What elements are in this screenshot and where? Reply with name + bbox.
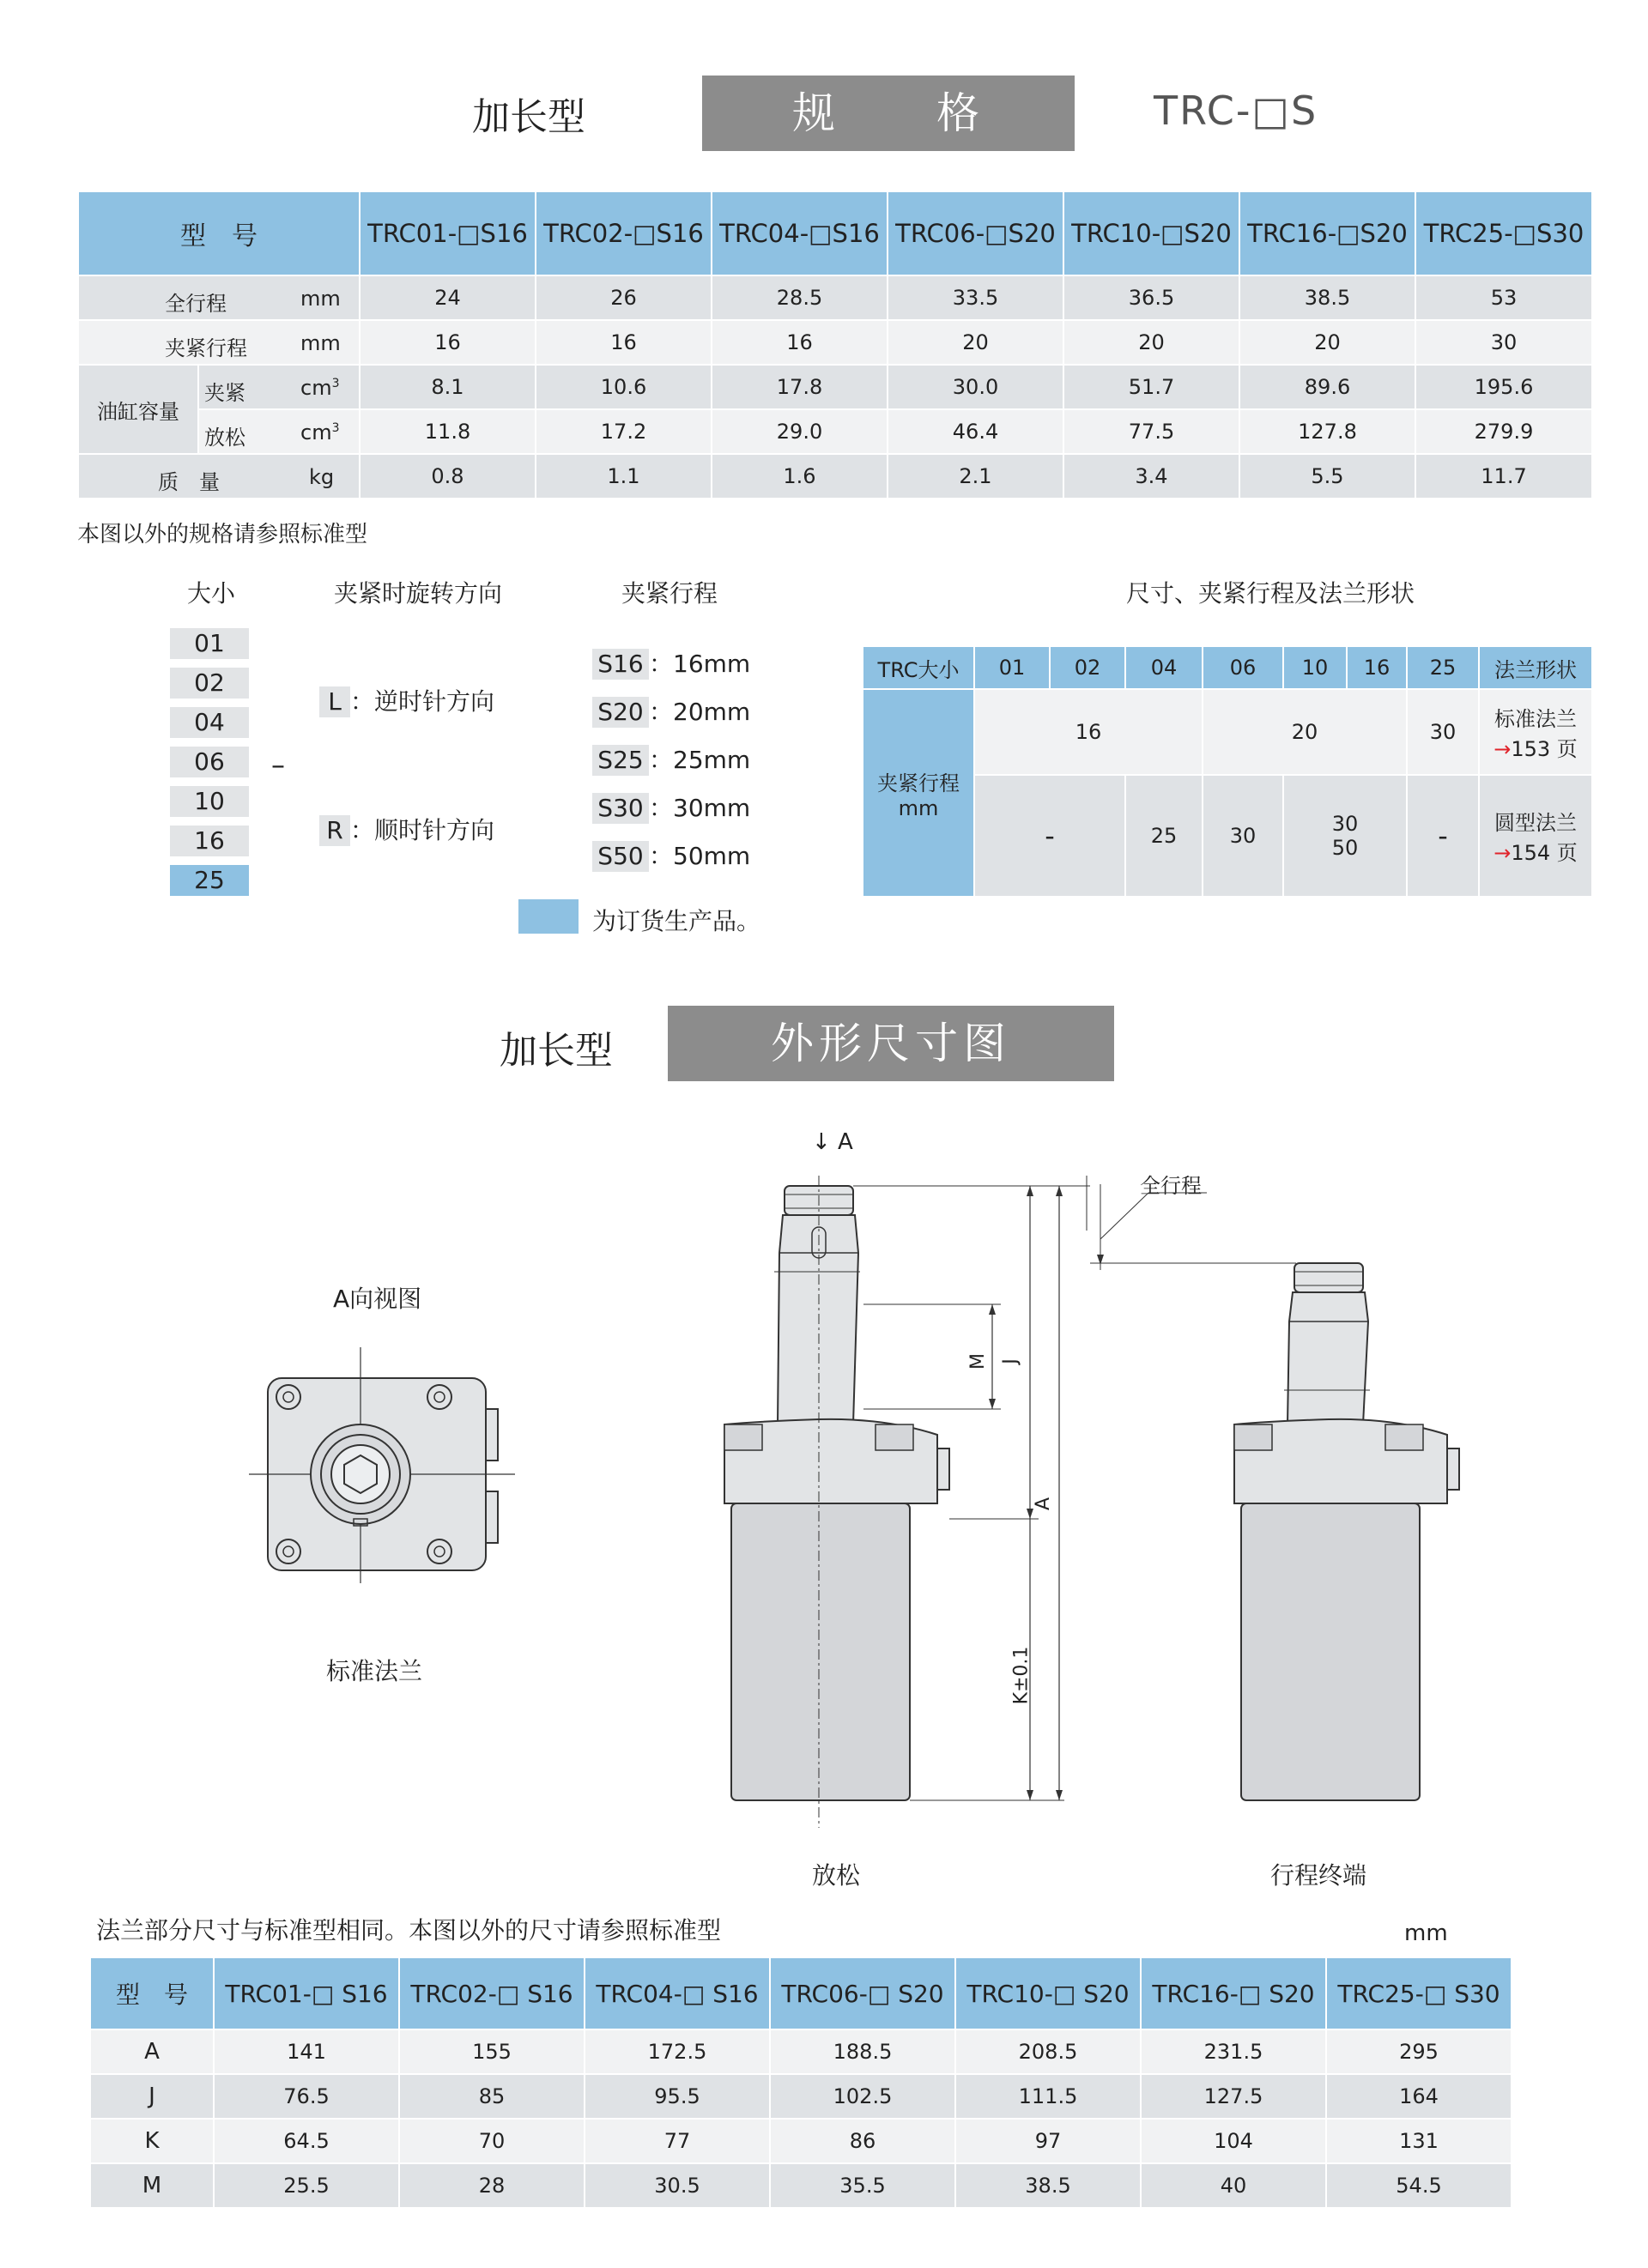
size-option: 04 <box>170 707 249 738</box>
spec-cell: 51.7 <box>1063 365 1239 409</box>
spec-cell: 33.5 <box>888 275 1063 320</box>
flange-header-cell: 01 <box>974 646 1050 689</box>
legend-text: 为订货生产品。 <box>592 907 761 935</box>
stroke-title: 夹紧行程 <box>621 579 718 608</box>
stroke-option: S20 ：20mm <box>592 693 750 728</box>
spec-header-col: TRC10-□S20 <box>1063 191 1239 275</box>
spec-cell: 46.4 <box>888 409 1063 454</box>
dim-cell: 35.5 <box>770 2163 955 2208</box>
dim-cell: 172.5 <box>585 2029 770 2074</box>
spec-cell: 30.0 <box>888 365 1063 409</box>
dim-cell: 111.5 <box>955 2074 1141 2119</box>
dim-label-j: J <box>999 1358 1021 1364</box>
dim-table-header-row <box>90 1957 1512 2029</box>
dim-cell: 54.5 <box>1326 2163 1512 2208</box>
spec-row-release-volume <box>78 409 1592 454</box>
spec-cell: 5.5 <box>1239 454 1415 499</box>
dim-cell: 40 <box>1141 2163 1326 2208</box>
spec-row-label: 夹紧 $cm^3$ <box>198 365 360 409</box>
stroke-option: S25 ：25mm <box>592 741 750 776</box>
dim-label-k: K±0.1 <box>1010 1646 1033 1705</box>
flange-cell: - <box>974 775 1125 897</box>
dim-cell: 76.5 <box>214 2074 399 2119</box>
dim-cell: 85 <box>399 2074 585 2119</box>
flange-header-cell: 法兰形状 <box>1479 646 1592 689</box>
stroke-option: S50 ：50mm <box>592 838 750 872</box>
spec-table <box>77 191 1593 499</box>
size-option-highlighted: 25 <box>170 865 249 896</box>
spec-cell: 1.6 <box>712 454 888 499</box>
size-option: 10 <box>170 786 249 817</box>
flange-table-title: 尺寸、夹紧行程及法兰形状 <box>1125 579 1415 608</box>
legend-swatch <box>518 899 579 934</box>
rotation-title: 夹紧时旋转方向 <box>333 579 502 608</box>
spec-table-header-row <box>78 191 1592 275</box>
flange-header-cell: 25 <box>1407 646 1479 689</box>
flange-header-cell: 16 <box>1347 646 1407 689</box>
dimension-table <box>89 1957 1512 2209</box>
spec-header-model: 型 号 <box>78 191 360 275</box>
spec-cell: 29.0 <box>712 409 888 454</box>
order-dash: – <box>271 748 285 781</box>
spec-cell: 24 <box>360 275 536 320</box>
dim-cell: 164 <box>1326 2074 1512 2119</box>
spec-cell: 17.2 <box>536 409 712 454</box>
dim-label-a: A <box>1033 1497 1055 1511</box>
dim-cell: 141 <box>214 2029 399 2074</box>
flange-row-label: 夹紧行程 mm <box>863 689 974 897</box>
spec-cell: 127.8 <box>1239 409 1415 454</box>
spec-cell: 36.5 <box>1063 275 1239 320</box>
spec-row-label: 全行程 mm <box>78 275 360 320</box>
stroke-option: S16 ：16mm <box>592 645 750 680</box>
dim-label-m: M <box>966 1353 989 1370</box>
spec-header-col: TRC02-□S16 <box>536 191 712 275</box>
spec-cell: 195.6 <box>1415 365 1592 409</box>
flange-header-cell: 10 <box>1283 646 1347 689</box>
spec-cell: 16 <box>360 320 536 365</box>
flange-cell: - <box>1407 775 1479 897</box>
dim-header-col: TRC04-□ S16 <box>585 1957 770 2029</box>
view-a-drawing <box>249 1347 524 1588</box>
dim-header-col: TRC06-□ S20 <box>770 1957 955 2029</box>
spec-header-col: TRC04-□S16 <box>712 191 888 275</box>
spec-header-col: TRC01-□S16 <box>360 191 536 275</box>
spec-row-label: 质 量 kg <box>78 454 360 499</box>
flange-row-standard <box>863 689 1592 775</box>
dim-row-label: M <box>90 2163 214 2208</box>
size-option: 02 <box>170 668 249 699</box>
spec-cell: 38.5 <box>1239 275 1415 320</box>
dim-cell: 70 <box>399 2119 585 2163</box>
dim-row-label: A <box>90 2029 214 2074</box>
flange-cell: 30 <box>1203 775 1283 897</box>
size-list <box>170 628 249 896</box>
dim-section-prefix: 加长型 <box>500 1029 613 1073</box>
dim-cell: 104 <box>1141 2119 1326 2163</box>
spec-section-prefix: 加长型 <box>472 95 585 139</box>
spec-model-code: TRC-□S <box>1154 88 1318 134</box>
flange-cell: 25 <box>1125 775 1203 897</box>
dim-header-col: TRC10-□ S20 <box>955 1957 1141 2029</box>
dim-cell: 77 <box>585 2119 770 2163</box>
spec-cell: 20 <box>888 320 1063 365</box>
spec-header-col: TRC25-□S30 <box>1415 191 1592 275</box>
dim-cell: 95.5 <box>585 2074 770 2119</box>
dim-header-model: 型 号 <box>90 1957 214 2029</box>
stroke-option: S30 ：30mm <box>592 789 750 824</box>
flange-table <box>862 645 1593 898</box>
stroke-end-caption: 行程终端 <box>1270 1861 1367 1890</box>
dim-cell: 30.5 <box>585 2163 770 2208</box>
dim-cell: 38.5 <box>955 2163 1141 2208</box>
spec-group-oil-volume: 油缸容量 <box>78 365 198 454</box>
spec-cell: 20 <box>1239 320 1415 365</box>
dim-row-m <box>90 2163 1512 2208</box>
spec-cell: 30 <box>1415 320 1592 365</box>
dim-row-label: J <box>90 2074 214 2119</box>
dim-cell: 131 <box>1326 2119 1512 2163</box>
dim-cell: 86 <box>770 2119 955 2163</box>
spec-cell: 11.8 <box>360 409 536 454</box>
flange-header-cell: 06 <box>1203 646 1283 689</box>
spec-cell: 16 <box>536 320 712 365</box>
spec-cell: 279.9 <box>1415 409 1592 454</box>
dim-cell: 102.5 <box>770 2074 955 2119</box>
dim-cell: 28 <box>399 2163 585 2208</box>
flange-table-header-row <box>863 646 1592 689</box>
rotation-option-l: L ：逆时针方向 <box>319 683 494 717</box>
size-title: 大小 <box>186 579 235 608</box>
dim-cell: 64.5 <box>214 2119 399 2163</box>
spec-cell: 10.6 <box>536 365 712 409</box>
spec-note: 本图以外的规格请参照标准型 <box>77 522 368 547</box>
dim-header-col: TRC02-□ S16 <box>399 1957 585 2029</box>
spec-row-clamp-stroke <box>78 320 1592 365</box>
flange-header-cell: TRC大小 <box>863 646 974 689</box>
spec-cell: 77.5 <box>1063 409 1239 454</box>
flange-cell: 30 <box>1407 689 1479 775</box>
dim-unit: mm <box>1404 1920 1448 1946</box>
spec-cell: 28.5 <box>712 275 888 320</box>
flange-shape-round: 圆型法兰 →154 页 <box>1479 775 1592 897</box>
flange-shape-standard: 标准法兰 →153 页 <box>1479 689 1592 775</box>
spec-cell: 53 <box>1415 275 1592 320</box>
spec-cell: 0.8 <box>360 454 536 499</box>
release-caption: 放松 <box>812 1861 861 1890</box>
spec-row-mass <box>78 454 1592 499</box>
spec-row-label: 放松 $cm^3$ <box>198 409 360 454</box>
dim-header-col: TRC01-□ S16 <box>214 1957 399 2029</box>
spec-cell: 1.1 <box>536 454 712 499</box>
spec-header-col: TRC16-□S20 <box>1239 191 1415 275</box>
dim-row-a <box>90 2029 1512 2074</box>
dim-cell: 295 <box>1326 2029 1512 2074</box>
dim-cell: 97 <box>955 2119 1141 2163</box>
dim-row-label: K <box>90 2119 214 2163</box>
spec-cell: 8.1 <box>360 365 536 409</box>
dim-cell: 208.5 <box>955 2029 1141 2074</box>
flange-cell: 16 <box>974 689 1203 775</box>
arrow-a-label: ↓ A <box>812 1129 853 1155</box>
rotation-option-r: R ：顺时针方向 <box>319 812 494 846</box>
size-option: 01 <box>170 628 249 659</box>
dim-note: 法兰部分尺寸与标准型相同。本图以外的尺寸请参照标准型 <box>96 1916 722 1944</box>
spec-row-full-stroke <box>78 275 1592 320</box>
dim-cell: 155 <box>399 2029 585 2074</box>
spec-cell: 17.8 <box>712 365 888 409</box>
spec-cell: 89.6 <box>1239 365 1415 409</box>
dim-header-col: TRC25-□ S30 <box>1326 1957 1512 2029</box>
spec-cell: 11.7 <box>1415 454 1592 499</box>
dim-cell: 231.5 <box>1141 2029 1326 2074</box>
spec-cell: 2.1 <box>888 454 1063 499</box>
spec-cell: 3.4 <box>1063 454 1239 499</box>
spec-row-clamp-volume <box>78 365 1592 409</box>
full-stroke-label: 全行程 <box>1140 1174 1202 1198</box>
dim-section-title: 外形尺寸图 <box>668 1006 1114 1081</box>
flange-header-cell: 04 <box>1125 646 1203 689</box>
dim-header-col: TRC16-□ S20 <box>1141 1957 1326 2029</box>
flange-cell: 20 <box>1203 689 1407 775</box>
view-a-caption: 标准法兰 <box>326 1657 423 1685</box>
dim-row-k <box>90 2119 1512 2163</box>
spec-cell: 20 <box>1063 320 1239 365</box>
flange-header-cell: 02 <box>1050 646 1125 689</box>
view-a-title: A向视图 <box>333 1285 422 1313</box>
spec-header-col: TRC06-□S20 <box>888 191 1063 275</box>
dim-cell: 127.5 <box>1141 2074 1326 2119</box>
size-option: 16 <box>170 826 249 856</box>
dim-row-j <box>90 2074 1512 2119</box>
dim-cell: 25.5 <box>214 2163 399 2208</box>
dim-cell: 188.5 <box>770 2029 955 2074</box>
flange-cell: 30 50 <box>1283 775 1407 897</box>
spec-cell: 16 <box>712 320 888 365</box>
spec-cell: 26 <box>536 275 712 320</box>
size-option: 06 <box>170 747 249 777</box>
spec-row-label: 夹紧行程 mm <box>78 320 360 365</box>
stroke-end-drawing <box>1090 1253 1485 1854</box>
spec-section-title: 规 格 <box>702 76 1075 151</box>
